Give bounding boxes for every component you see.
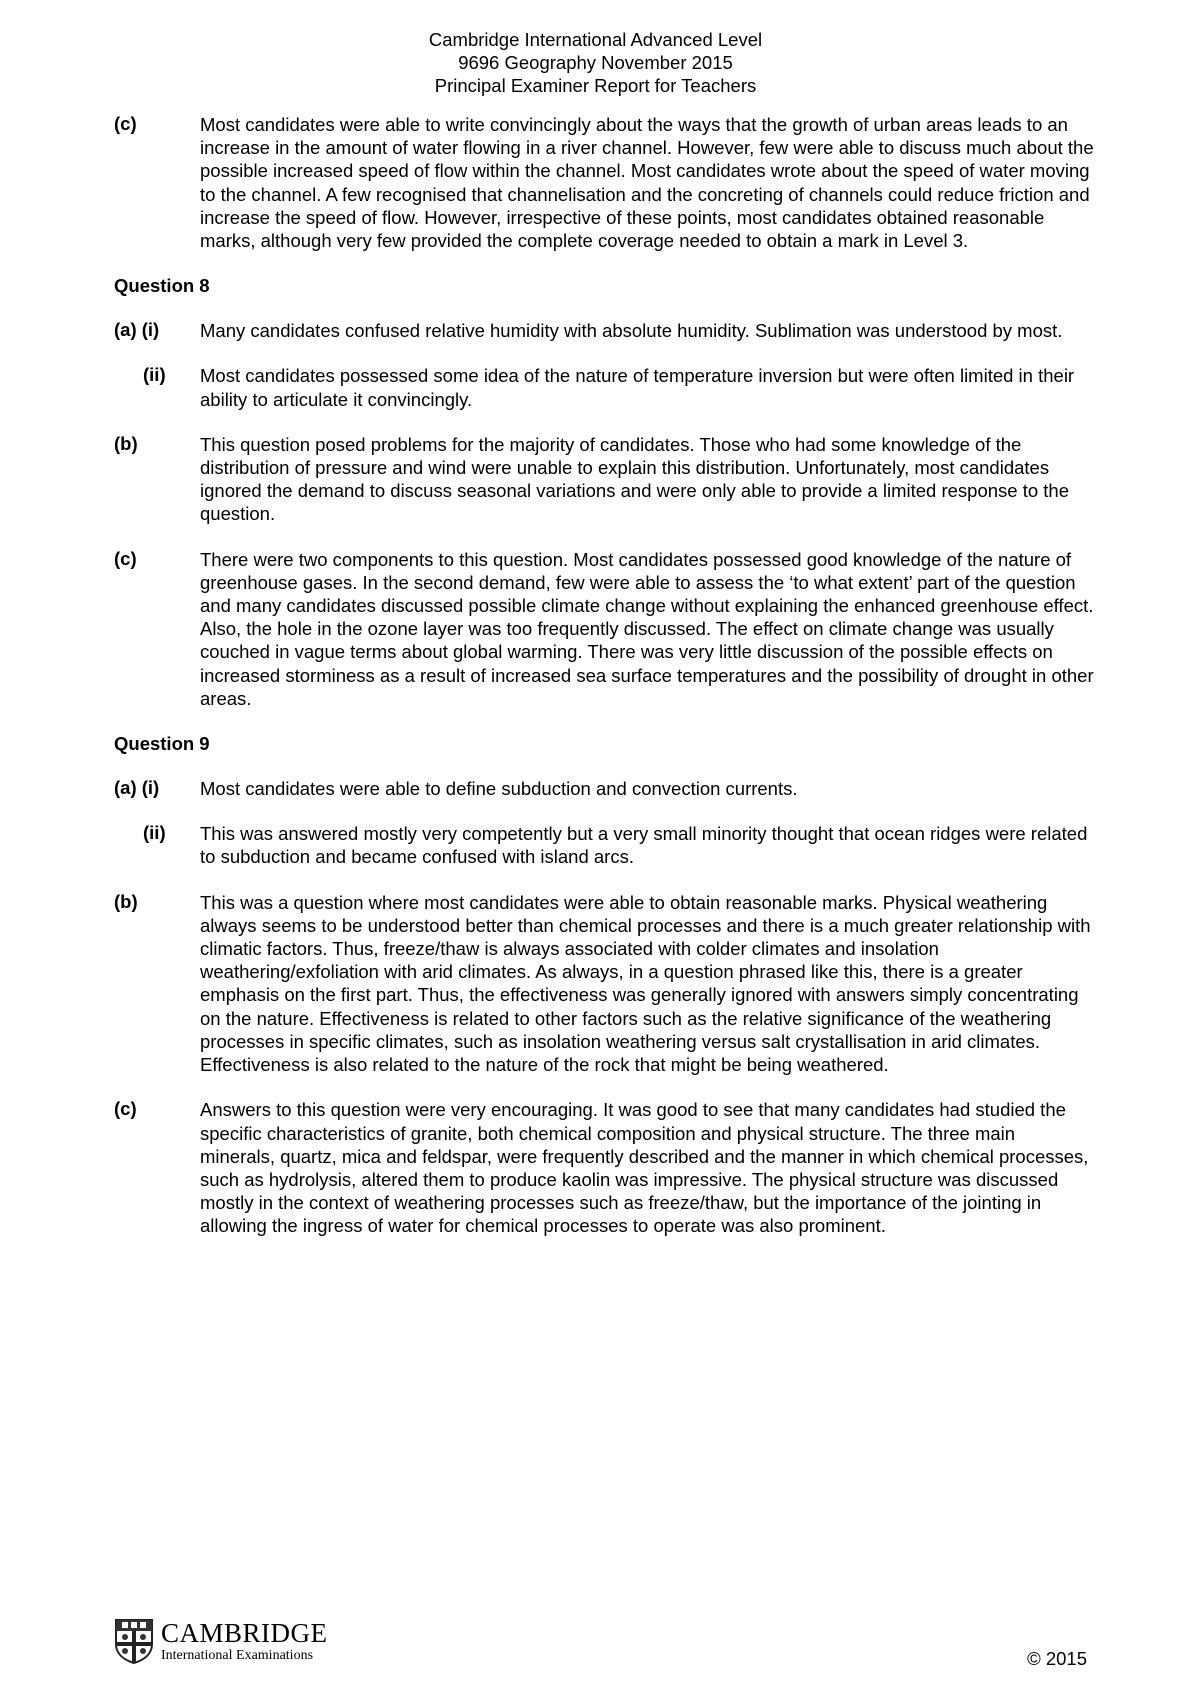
part-text: This question posed problems for the majority of candidates. Those who had some knowledge of the distribution of pressure and wind were unable to explain this distribution. Unfortunately, most candidates ignored the demand to discuss seasonal variations and were only able to provide a limited response to the question. — [200, 433, 1069, 525]
question-9-heading: Question 9 — [114, 733, 210, 755]
part-label: (ii) — [143, 364, 166, 386]
q9-part-c — [114, 1098, 1094, 1237]
part-label: (c) — [114, 547, 137, 569]
logo-text — [161, 1617, 328, 1663]
part-text: Most candidates were able to write convincingly about the ways that the growth of urban areas leads to an increase in the amount of water flowing in a river channel. However, few were able to discuss much about the possible increased speed of flow within the channel. Most candidates wrote about the speed of water moving to the channel. A few recognised that channelisation and the concreting of channels could reduce friction and increase the speed of flow. However, irrespective of these points, most candidates obtained reasonable marks, although very few provided the complete coverage needed to obtain a mark in Level 3. — [200, 114, 1094, 252]
q8-part-c — [114, 548, 1094, 710]
part-text: This was a question where most candidates were able to obtain reasonable marks. Physical weathering always seems to be understood better than chemical processes and there is a much greater relationship with climatic factors. Thus, freeze/thaw is always associated with colder climates and insolation weathering/exfoliation with arid climates. As always, in a question phrased like this, there is a greater emphasis on the first part. Thus, the effectiveness was generally ignored with answers simply concentrating on the nature. Effectiveness is related to other factors such as the relative significance of the weathering processes in specific climates, such as insolation weathering versus salt crystallisation in arid climates. Effectiveness is also related to the nature of the rock that might be being weathered. — [200, 891, 1091, 1076]
report-body — [114, 113, 1094, 1260]
q7-part-c — [114, 113, 1094, 252]
q9-part-a-ii — [114, 822, 1094, 868]
part-text: This was answered mostly very competently but a very small minority thought that ocean ridges were related to subduction and became confused with island arcs. — [200, 823, 1088, 868]
q8-part-a-ii — [114, 364, 1094, 410]
logo-subtitle: International Examinations — [161, 1647, 314, 1663]
part-text: There were two components to this question. Most candidates possessed good knowledge of the nature of greenhouse gases. In the second demand, few were able to assess the ‘to what extent’ part of the question and many candidates discussed possible climate change without explaining the enhanced greenhouse effect. Also, the hole in the ozone layer was too frequently discussed. The effect on climate change was usually couched in vague terms about global warming. There was very little discussion of the possible effects on increased storminess as a result of increased sea surface temperatures and the possibility of drought in other areas. — [200, 548, 1094, 709]
part-text: Most candidates were able to define subduction and convection currents. — [200, 778, 798, 800]
part-label: (a) (i) — [114, 319, 160, 341]
page-header — [0, 28, 1191, 97]
part-label: (b) — [114, 890, 138, 912]
part-label: (a) (i) — [114, 777, 160, 799]
q8-part-a-i — [114, 319, 1094, 342]
part-text: Many candidates confused relative humidity with absolute humidity. Sublimation was understood by most. — [200, 320, 1063, 342]
q8-part-b — [114, 433, 1094, 526]
header-line-2: 9696 Geography November 2015 — [458, 52, 733, 73]
q9-part-b — [114, 891, 1094, 1077]
part-label: (c) — [114, 113, 137, 134]
question-8-heading: Question 8 — [114, 275, 210, 297]
part-label: (ii) — [143, 822, 166, 844]
part-text: Answers to this question were very encouraging. It was good to see that many candidates had studied the specific characteristics of granite, both chemical composition and physical structure. The three main minerals, quartz, mica and feldspar, were frequently described and the manner in which chemical processes, such as hydrolysis, altered them to produce kaolin was impressive. The physical structure was discussed mostly in the context of weathering processes such as freeze/thaw, but the importance of the jointing in allowing the ingress of water for chemical processes to operate was also prominent. — [200, 1099, 1089, 1237]
part-label: (b) — [114, 432, 138, 454]
header-line-1: Cambridge International Advanced Level — [428, 29, 763, 50]
copyright-notice: © 2015 — [1027, 1648, 1087, 1669]
part-text: Most candidates possessed some idea of the nature of temperature inversion but were often limited in their ability to articulate it convincingly. — [200, 365, 1075, 410]
header-line-3: Principal Examiner Report for Teachers — [434, 75, 757, 96]
part-label: (c) — [114, 1098, 137, 1120]
logo-wordmark: CAMBRIDGE — [161, 1617, 328, 1648]
cambridge-logo — [114, 1618, 328, 1664]
cambridge-shield-icon — [114, 1618, 154, 1664]
q9-part-a-i — [114, 777, 1094, 800]
